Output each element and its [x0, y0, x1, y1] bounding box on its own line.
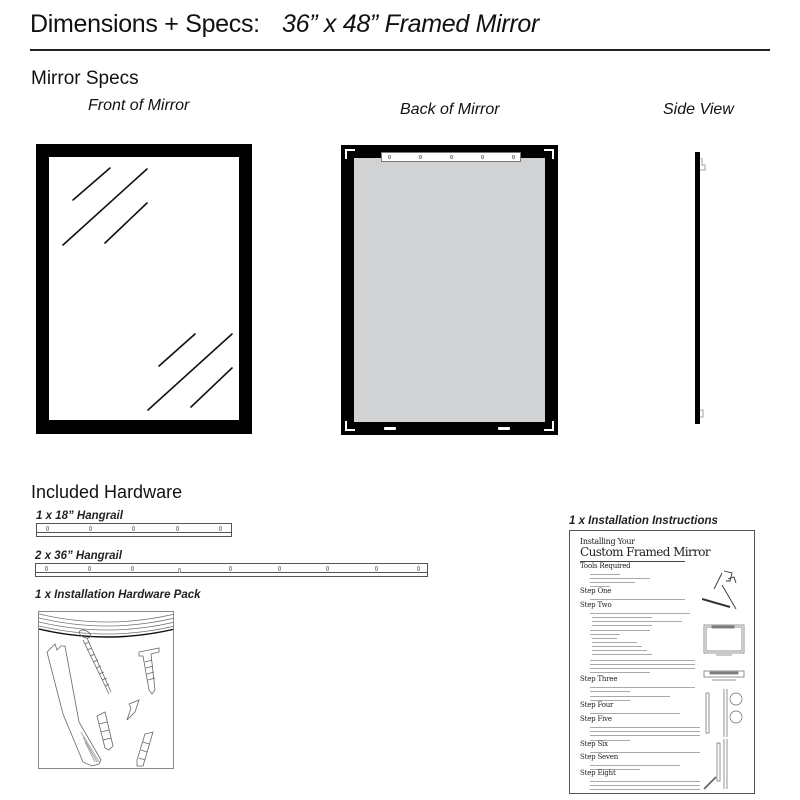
hardware-pack-icon	[38, 611, 174, 769]
sheet-section: Tools Required	[580, 562, 631, 570]
small-screw-icon	[127, 700, 139, 720]
screw-icon	[78, 628, 111, 694]
wall-anchor-icon	[97, 712, 113, 750]
frame-diagram-icon	[704, 625, 744, 655]
mirror-backing	[354, 158, 545, 422]
sheet-section: Step Five	[580, 715, 612, 723]
instructions-label: 1 x Installation Instructions	[569, 515, 718, 527]
back-hangrail	[381, 152, 521, 162]
sheet-title-line2: Custom Framed Mirror	[580, 545, 711, 559]
corner-bracket-icon	[544, 149, 554, 159]
side-hangrail-clip-icon	[700, 158, 708, 172]
mirror-side-icon	[695, 152, 700, 424]
corner-bracket-icon	[345, 149, 355, 159]
sheet-section: Step One	[580, 587, 612, 595]
side-view-label: Side View	[663, 101, 734, 118]
instruction-diagrams-icon	[702, 551, 752, 791]
glare-lines-icon	[49, 157, 239, 420]
header-divider	[30, 49, 770, 51]
sheet-section: Step Two	[580, 601, 612, 609]
hardware-pack-label: 1 x Installation Hardware Pack	[35, 589, 201, 601]
bottom-bumper-icon	[384, 427, 396, 430]
tools-icon	[702, 571, 736, 609]
sheet-section: Step Four	[580, 701, 614, 709]
back-of-mirror-label: Back of Mirror	[400, 101, 500, 118]
product-title: 36” x 48” Framed Mirror	[282, 10, 540, 38]
hangrail-18-icon	[36, 523, 232, 537]
instructions-sheet-icon	[569, 530, 755, 794]
mirror-back-icon	[341, 145, 558, 435]
included-hardware-heading: Included Hardware	[31, 482, 183, 502]
front-of-mirror-label: Front of Mirror	[88, 97, 190, 114]
mirror-specs-heading: Mirror Specs	[31, 68, 139, 89]
t-bolt-icon	[139, 648, 159, 694]
bottom-bumper-icon	[498, 427, 510, 430]
mirror-front-icon	[36, 144, 252, 434]
hangrail-36-label: 2 x 36” Hangrail	[35, 550, 122, 562]
mounting-tool-icon	[47, 644, 101, 766]
rail-diagram-icon	[704, 671, 744, 680]
page-title: Dimensions + Specs:	[30, 10, 260, 38]
corner-bracket-icon	[544, 421, 554, 431]
wall-anchor-icon	[137, 732, 153, 766]
side-bumper-icon	[700, 409, 706, 419]
hangrail-36-icon	[35, 563, 428, 577]
sheet-title-line1: Installing Your	[580, 537, 635, 546]
side-mount-diagram-icon	[704, 689, 742, 789]
sheet-section: Step Three	[580, 675, 618, 683]
sheet-section: Step Seven	[580, 753, 619, 761]
mirror-glass	[49, 157, 239, 420]
hangrail-18-label: 1 x 18” Hangrail	[36, 510, 123, 522]
sheet-section: Step Eight	[580, 769, 616, 777]
corner-bracket-icon	[345, 421, 355, 431]
sheet-section: Step Six	[580, 740, 608, 748]
